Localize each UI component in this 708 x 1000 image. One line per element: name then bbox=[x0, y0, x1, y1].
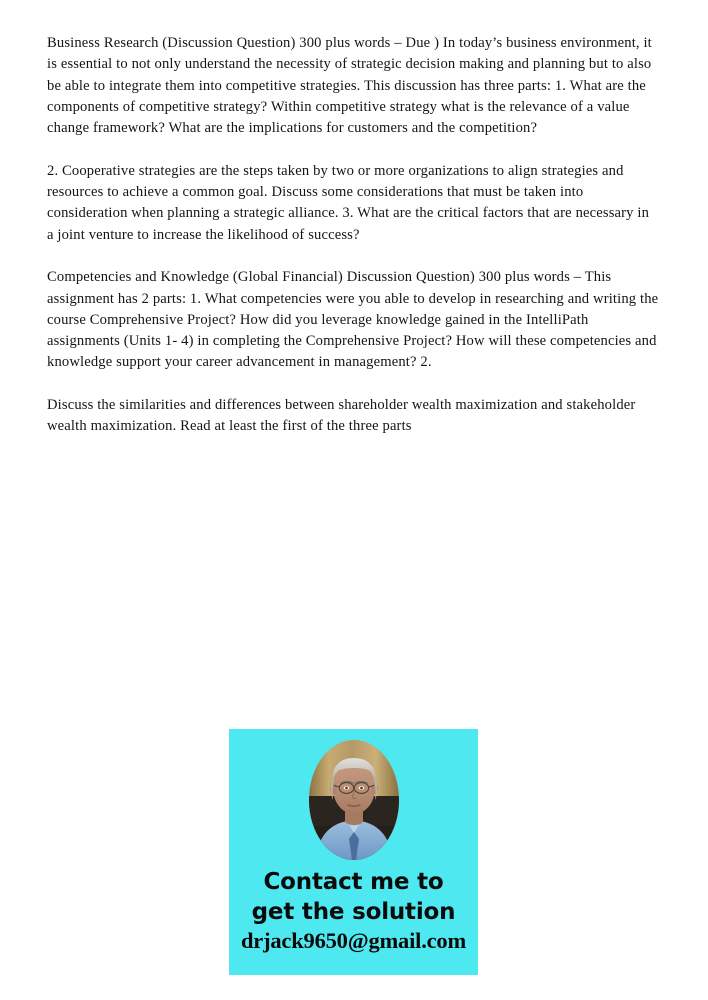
paragraph-competencies-and-knowledge: Competencies and Knowledge (Global Financial) Discussion Question) 300 plus words – This assignment has 2 parts: 1. What competencies were you able to develop in researching and writing the course Comprehensive Project? How did you leverage knowledge gained in the IntelliPath assignments (Units 1- 4) in completing the Comprehensive Project? How will these competencies and knowledge support your career advancement in management? 2. bbox=[47, 269, 663, 371]
paragraph-shareholder-stakeholder: Discuss the similarities and differences between shareholder wealth maximization and stakeholder wealth maximization. Read at least the first of the three parts bbox=[47, 397, 640, 435]
contact-card-email: drjack9650@gmail.com bbox=[240, 928, 467, 953]
contact-card bbox=[229, 729, 478, 975]
contact-card-heading-line-1: Contact me to bbox=[263, 869, 444, 895]
portrait-photo-icon bbox=[309, 740, 399, 860]
paragraph-cooperative-strategies: 2. Cooperative strategies are the steps taken by two or more organizations to align strategies and resources to achieve a common goal. Discuss some considerations that must be taken into consideration when planning a strategic alliance. 3. What are the critical factors that are necessary in a joint venture to increase the likelihood of success? bbox=[47, 162, 653, 243]
contact-card-heading bbox=[229, 867, 478, 927]
document-text-body bbox=[47, 33, 663, 438]
avatar bbox=[309, 740, 399, 860]
contact-card-heading-line-2: get the solution bbox=[251, 899, 456, 925]
paragraph-business-research: Business Research (Discussion Question) 300 plus words – Due ) In today’s business environment, it is essential to not only understand the necessity of strategic decision making and planning but to also be able to integrate them into competitive strategies. This discussion has three parts: 1. What are the components of competitive strategy? Within competitive strategy what is the relevance of a value change framework? What are the implications for customers and the competition? bbox=[47, 35, 656, 137]
